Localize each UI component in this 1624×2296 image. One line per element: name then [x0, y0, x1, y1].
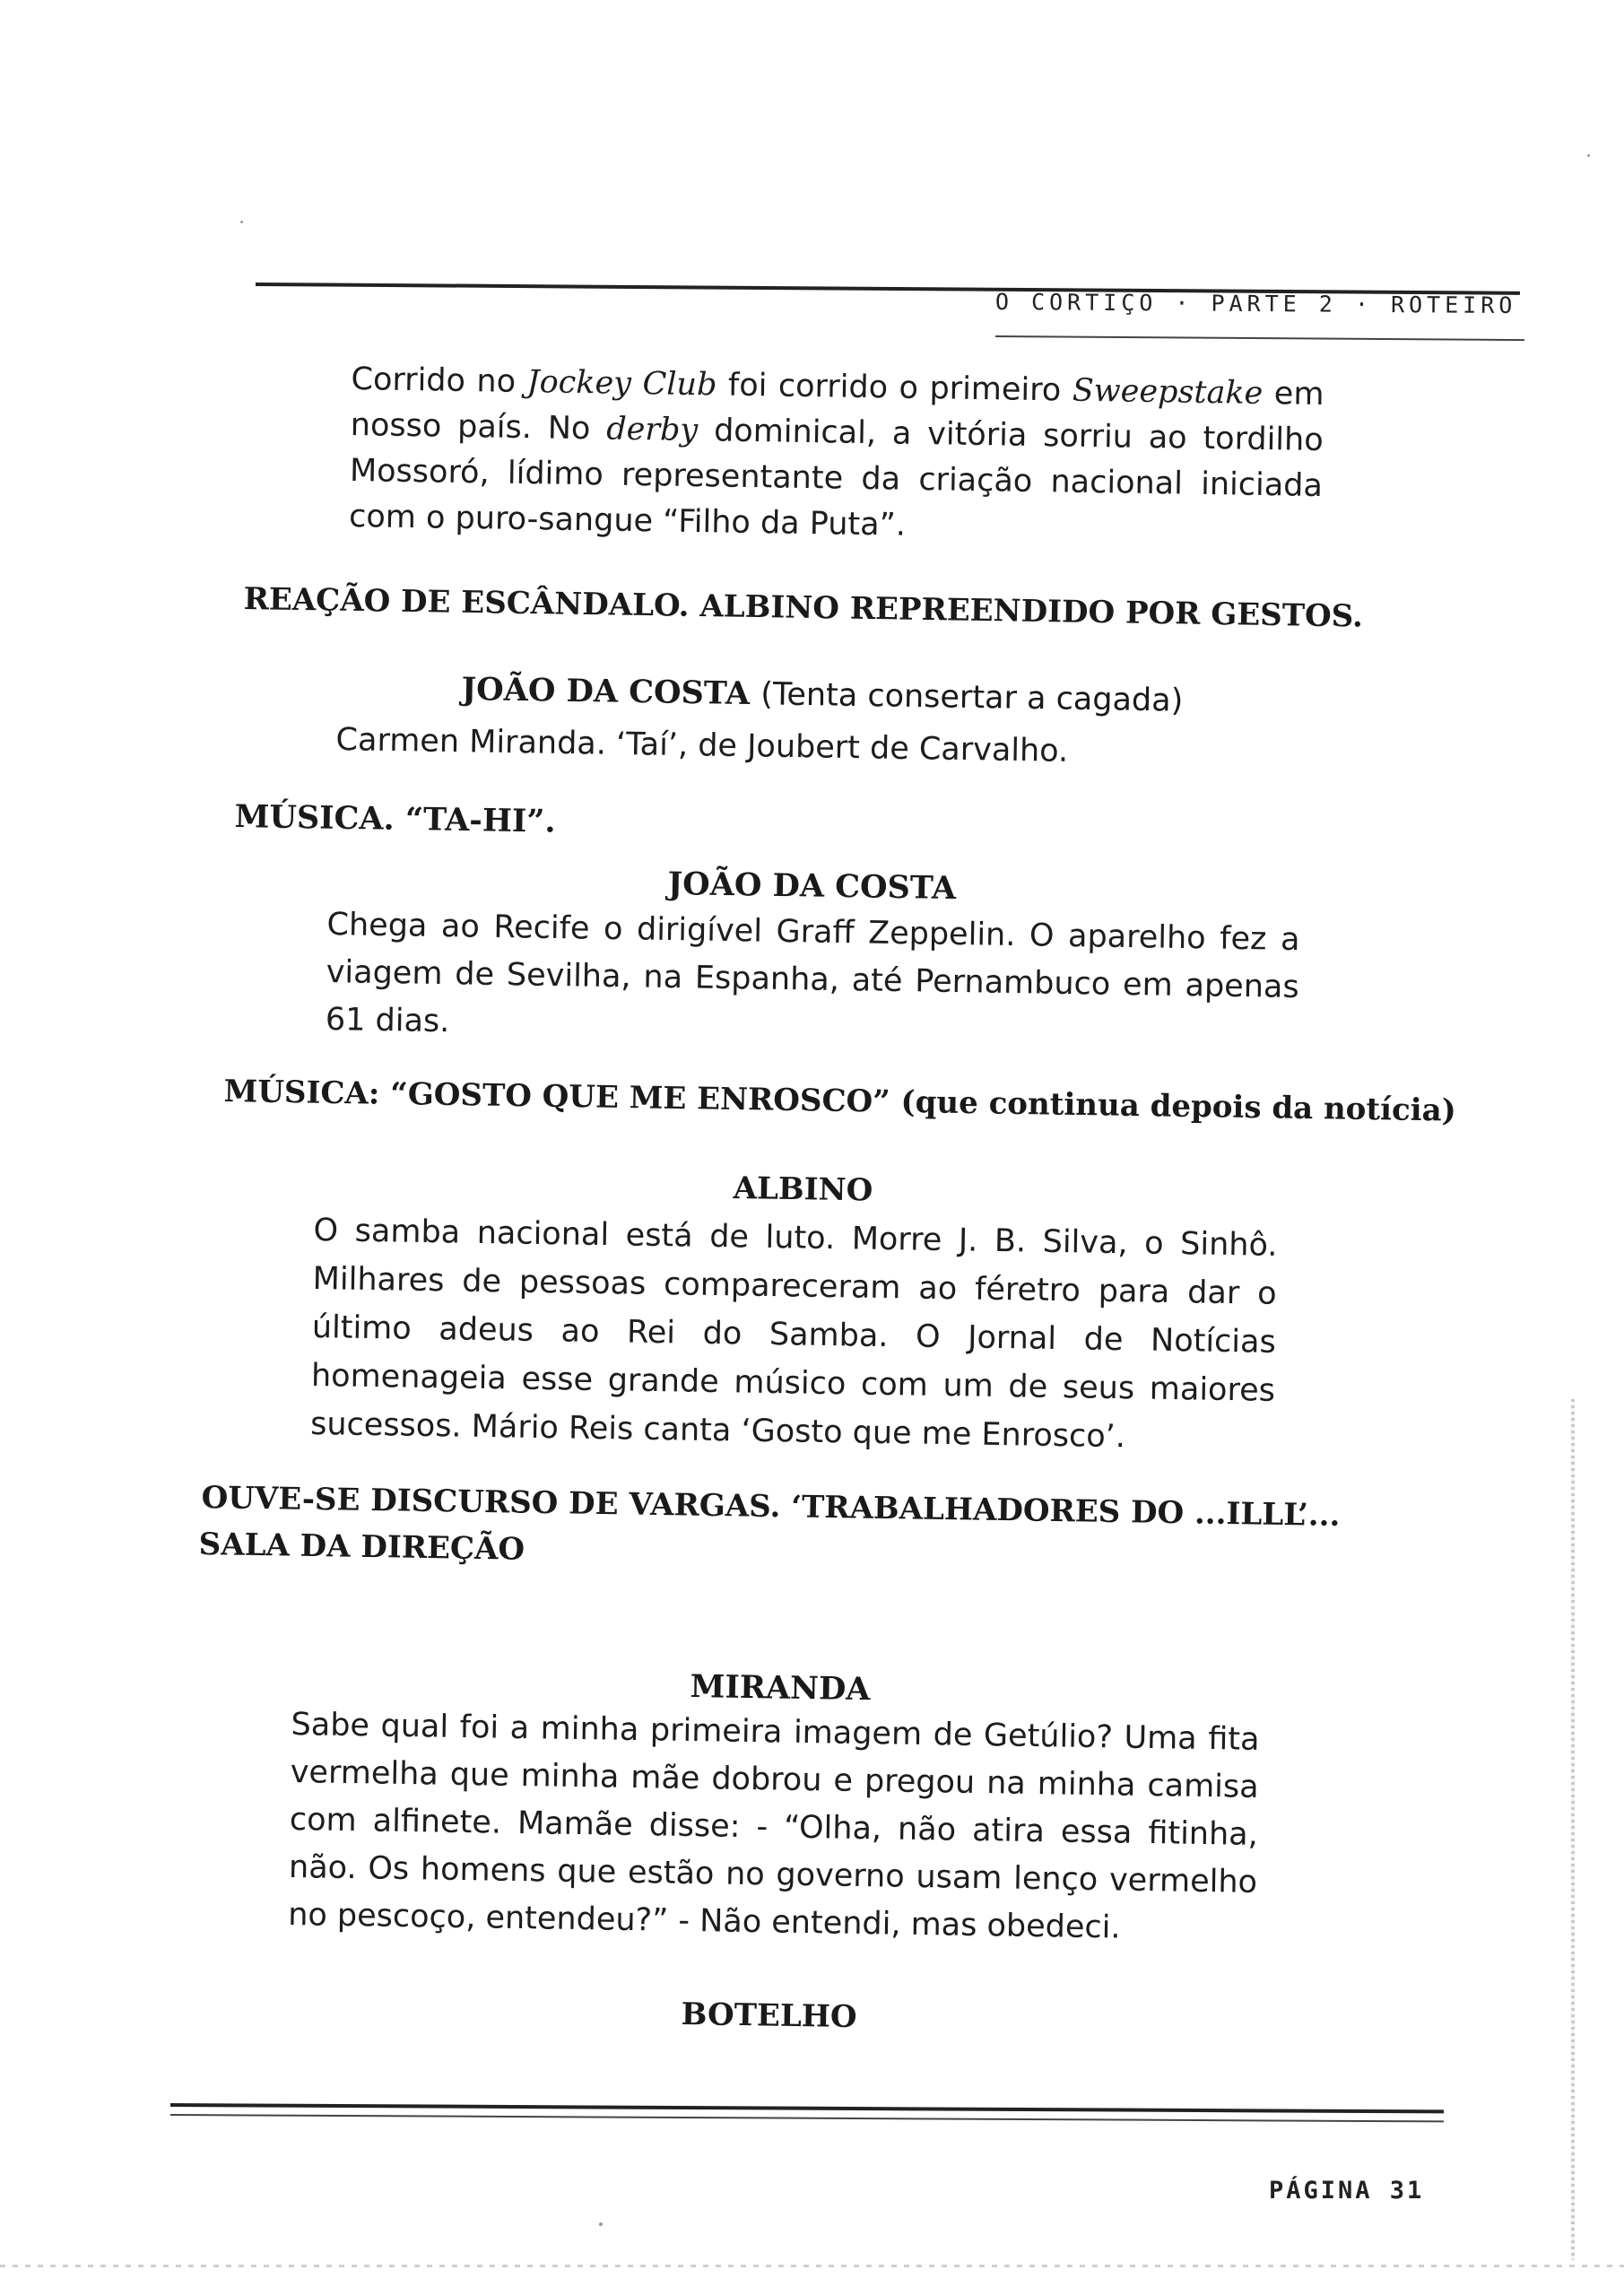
speaker-albino: ALBINO	[733, 1170, 873, 1209]
text-run: em nosso país. No	[350, 375, 1324, 448]
scene-heading: SALA DA DIREÇÃO	[198, 1526, 525, 1568]
scan-edge-bottom	[0, 2265, 1624, 2267]
italic-term-jockey-club: Jockey Club	[526, 364, 717, 404]
stage-direction-2: MÚSICA. “TA-HI”.	[234, 798, 556, 840]
dialogue-paragraph-2	[335, 718, 1323, 778]
footer-rule-bottom	[170, 2114, 1444, 2122]
footer-rule-top	[170, 2103, 1444, 2113]
italic-term-derby: derby	[605, 411, 699, 449]
header-rule-bottom	[995, 335, 1524, 341]
direction-parenthetical: (que continua depois da notícia)	[900, 1083, 1457, 1129]
text-run: Corrido no	[351, 361, 527, 401]
speaker-joao-da-costa-1	[461, 671, 1183, 719]
text-run: dominical, a vitória sorriu ao tordilho Mossoró, lídimo representante da criação nacional iniciada com o puro-sangue “Filho da Puta”.	[348, 413, 1324, 544]
speaker-parenthetical: (Tenta consertar a cagada)	[760, 676, 1184, 719]
scan-speck	[240, 221, 243, 223]
running-title: O CORTIÇO · PARTE 2 · ROTEIRO	[994, 289, 1517, 319]
speaker-joao-da-costa-2: JOÃO DA COSTA	[667, 865, 957, 908]
dialogue-text: Chega ao Recife o dirigível Graff Zeppelin. O aparelho fez a viagem de Sevilha, na Espanha, até Pernambuco em apenas 61 dias.	[325, 906, 1300, 1040]
scan-speck	[599, 2222, 603, 2226]
dialogue-text: O samba nacional está de luto. Morre J. B. Silva, o Sinhô. Milhares de pessoas compareceram ao féretro para dar o último adeus ao Rei do Samba. O Jornal de Notícias homenageia esse grande músico com um de seus maiores sucessos. Mário Reis canta ‘Gosto que me Enrosco’.	[309, 1212, 1278, 1456]
scan-edge-right	[1571, 1399, 1575, 2260]
stage-direction-4: OUVE-SE DISCURSO DE VARGAS. ‘TRABALHADORES DO ...ILLL’...	[201, 1480, 1341, 1534]
dialogue-paragraph-4	[310, 1206, 1278, 1464]
dialogue-paragraph-3	[326, 901, 1300, 1059]
dialogue-paragraph-5	[288, 1701, 1260, 1954]
dialogue-text: Sabe qual foi a minha primeira imagem de Getúlio? Uma fita vermelha que minha mãe dobrou e pregou na minha camisa com alfinete. Mamãe disse: - “Olha, não atira essa fitinha, não. Os homens que estão no governo usam lenço vermelho no pescoço, entendeu?” - Não entendi, mas obedeci.	[287, 1706, 1260, 1946]
dialogue-paragraph-1	[349, 357, 1324, 555]
stage-direction-3	[223, 1074, 1456, 1129]
direction-text: MÚSICA: “GOSTO QUE ME ENROSCO”	[223, 1074, 891, 1120]
speaker-name: JOÃO DA COSTA	[461, 671, 751, 713]
italic-term-sweepstake: Sweepstake	[1072, 372, 1264, 412]
speaker-botelho: BOTELHO	[681, 1996, 857, 2036]
page-number: PÁGINA 31	[1269, 2177, 1425, 2205]
dialogue-text	[349, 357, 1324, 555]
scan-speck	[1587, 154, 1590, 157]
text-run: foi corrido o primeiro	[716, 367, 1073, 409]
stage-direction-1: REAÇÃO DE ESCÂNDALO. ALBINO REPREENDIDO POR GESTOS.	[243, 581, 1364, 635]
dialogue-text: Carmen Miranda. ‘Taí’, de Joubert de Carvalho.	[335, 721, 1069, 770]
speaker-miranda: MIRANDA	[690, 1668, 871, 1709]
